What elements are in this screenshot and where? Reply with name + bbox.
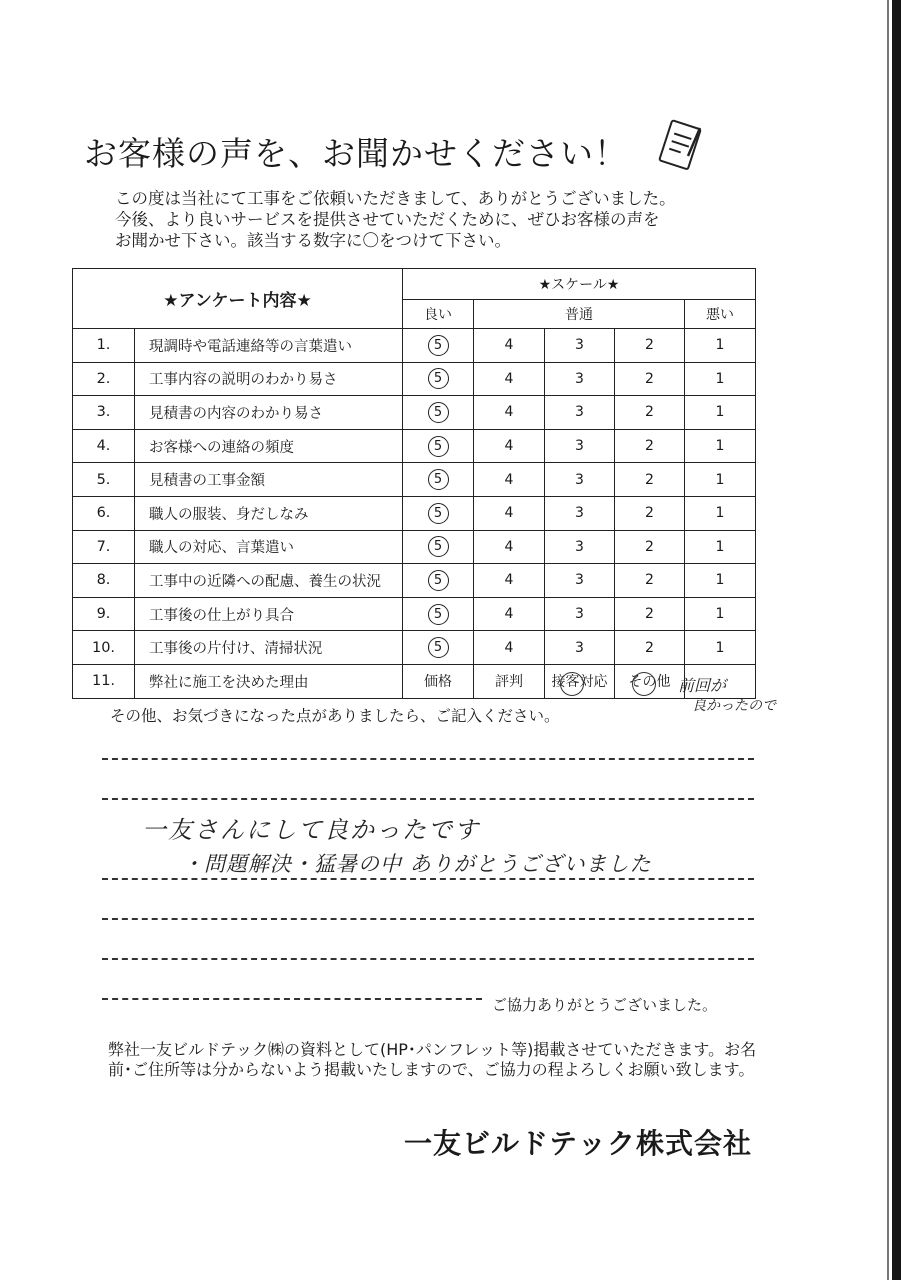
comment-line (102, 798, 754, 800)
survey-row (73, 597, 756, 631)
page-title: お客様の声を、お聞かせください！ (84, 134, 628, 173)
intro-text (115, 188, 676, 251)
scale-mid-label: 普通 (474, 300, 685, 329)
row-question: 見積書の内容のわかり易さ (135, 396, 403, 430)
selected-rating-circle: 5 (428, 604, 449, 625)
rating-5[interactable] (403, 631, 474, 665)
selected-rating-circle: 5 (428, 335, 449, 356)
rating-4[interactable]: 4 (474, 396, 545, 430)
rating-3[interactable]: 3 (545, 429, 615, 463)
survey-row (73, 564, 756, 598)
scale-bad-label: 悪い (685, 300, 756, 329)
row-number: 8. (73, 564, 135, 598)
intro-line-3: お聞かせ下さい。該当する数字に〇をつけて下さい。 (115, 231, 511, 250)
rating-5[interactable] (403, 362, 474, 396)
comment-text-2: ・問題解決・猛暑の中 ありがとうございました (182, 852, 652, 876)
survey-rows (73, 329, 756, 665)
publication-notice: 弊社一友ビルドテック㈱の資料として(HP･パンフレット等)掲載させていただきます。お名前･ご住所等は分からないよう掲載いたしますので、ご協力の程よろしくお願い致します。 (108, 1040, 757, 1079)
selected-rating-circle: 5 (428, 469, 449, 490)
intro-line-1: この度は当社にて工事をご依頼いただきまして、ありがとうございました。 (115, 189, 676, 208)
scan-edge (892, 0, 901, 1280)
rating-3[interactable]: 3 (545, 463, 615, 497)
rating-3[interactable]: 3 (545, 396, 615, 430)
rating-1[interactable]: 1 (685, 463, 756, 497)
rating-4[interactable]: 4 (474, 329, 545, 363)
rating-2[interactable]: 2 (615, 597, 685, 631)
scale-header: ★スケール★ (403, 269, 756, 300)
rating-4[interactable]: 4 (474, 631, 545, 665)
rating-1[interactable]: 1 (685, 564, 756, 598)
comment-text-1: 一友さんにして良かったです (142, 816, 480, 844)
rating-4[interactable]: 4 (474, 530, 545, 564)
rating-3[interactable]: 3 (545, 496, 615, 530)
rating-5[interactable] (403, 496, 474, 530)
survey-row (73, 496, 756, 530)
rating-5[interactable] (403, 329, 474, 363)
rating-1[interactable]: 1 (685, 362, 756, 396)
survey-table (72, 268, 756, 699)
row-question: 現調時や電話連絡等の言葉遣い (135, 329, 403, 363)
reason-note-2: 良かったので (692, 698, 776, 714)
row-number: 3. (73, 396, 135, 430)
row-number: 11. (73, 664, 135, 698)
comment-line (102, 958, 754, 960)
comment-line (102, 998, 482, 1000)
rating-2[interactable]: 2 (615, 530, 685, 564)
comment-line (102, 758, 754, 760)
row-question: お客様への連絡の頻度 (135, 429, 403, 463)
reason-option-reputation[interactable]: 評判 (474, 664, 545, 698)
survey-row (73, 329, 756, 363)
survey-row (73, 463, 756, 497)
thanks-text: ご協力ありがとうございました。 (492, 996, 718, 1014)
rating-3[interactable]: 3 (545, 329, 615, 363)
rating-2[interactable]: 2 (615, 564, 685, 598)
rating-2[interactable]: 2 (615, 362, 685, 396)
row-number: 6. (73, 496, 135, 530)
selected-rating-circle: 5 (428, 436, 449, 457)
selected-rating-circle: 5 (428, 402, 449, 423)
rating-2[interactable]: 2 (615, 463, 685, 497)
rating-5[interactable] (403, 463, 474, 497)
rating-3[interactable]: 3 (545, 530, 615, 564)
rating-3[interactable]: 3 (545, 564, 615, 598)
row-number: 5. (73, 463, 135, 497)
survey-row (73, 362, 756, 396)
row-question: 見積書の工事金額 (135, 463, 403, 497)
rating-1[interactable]: 1 (685, 429, 756, 463)
survey-row (73, 429, 756, 463)
rating-3[interactable]: 3 (545, 631, 615, 665)
rating-5[interactable] (403, 597, 474, 631)
rating-1[interactable]: 1 (685, 396, 756, 430)
comment-line (102, 918, 754, 920)
rating-4[interactable]: 4 (474, 362, 545, 396)
rating-4[interactable]: 4 (474, 429, 545, 463)
row-question: 工事後の片付け、清掃状況 (135, 631, 403, 665)
reason-option-other[interactable]: その他 (615, 664, 685, 698)
selected-rating-circle: 5 (428, 536, 449, 557)
rating-1[interactable]: 1 (685, 631, 756, 665)
row-number: 1. (73, 329, 135, 363)
row-question: 職人の対応、言葉遣い (135, 530, 403, 564)
survey-row (73, 396, 756, 430)
rating-2[interactable]: 2 (615, 429, 685, 463)
scan-edge-line (887, 0, 889, 1280)
reason-option-price[interactable]: 価格 (403, 664, 474, 698)
selected-rating-circle: 5 (428, 503, 449, 524)
selected-rating-circle: 5 (428, 637, 449, 658)
survey-header: ★アンケート内容★ (73, 269, 403, 329)
selected-rating-circle: 5 (428, 368, 449, 389)
row-question: 弊社に施工を決めた理由 (135, 664, 403, 698)
rating-1[interactable]: 1 (685, 496, 756, 530)
survey-row (73, 530, 756, 564)
rating-2[interactable]: 2 (615, 396, 685, 430)
row-question: 工事後の仕上がり具合 (135, 597, 403, 631)
memo-pad-icon (648, 116, 712, 180)
rating-4[interactable]: 4 (474, 496, 545, 530)
rating-2[interactable]: 2 (615, 631, 685, 665)
scale-good-label: 良い (403, 300, 474, 329)
rating-1[interactable]: 1 (685, 530, 756, 564)
rating-5[interactable] (403, 396, 474, 430)
company-name: 一友ビルドテック株式会社 (404, 1127, 753, 1160)
row-number: 7. (73, 530, 135, 564)
row-number: 10. (73, 631, 135, 665)
reason-option-service[interactable]: 接客対応 (545, 664, 615, 698)
rating-1[interactable]: 1 (685, 329, 756, 363)
row-number: 9. (73, 597, 135, 631)
rating-5[interactable] (403, 530, 474, 564)
row-question: 工事内容の説明のわかり易さ (135, 362, 403, 396)
rating-1[interactable]: 1 (685, 597, 756, 631)
rating-3[interactable]: 3 (545, 597, 615, 631)
selected-rating-circle: 5 (428, 570, 449, 591)
other-circle-mark (632, 672, 656, 696)
rating-4[interactable]: 4 (474, 463, 545, 497)
rating-2[interactable]: 2 (615, 329, 685, 363)
reason-note-1: 前回が (678, 676, 727, 695)
rating-4[interactable]: 4 (474, 597, 545, 631)
rating-2[interactable]: 2 (615, 496, 685, 530)
row-question: 職人の服装、身だしなみ (135, 496, 403, 530)
row-question: 工事中の近隣への配慮、養生の状況 (135, 564, 403, 598)
rating-5[interactable] (403, 429, 474, 463)
survey-row (73, 631, 756, 665)
service-circle-mark (560, 672, 584, 696)
rating-5[interactable] (403, 564, 474, 598)
rating-4[interactable]: 4 (474, 564, 545, 598)
intro-line-2: 今後、より良いサービスを提供させていただくために、ぜひお客様の声を (115, 210, 660, 229)
other-comments-prompt: その他、お気づきになった点がありましたら、ご記入ください。 (110, 707, 560, 725)
row-number: 2. (73, 362, 135, 396)
rating-3[interactable]: 3 (545, 362, 615, 396)
comment-line (102, 878, 754, 880)
row-number: 4. (73, 429, 135, 463)
